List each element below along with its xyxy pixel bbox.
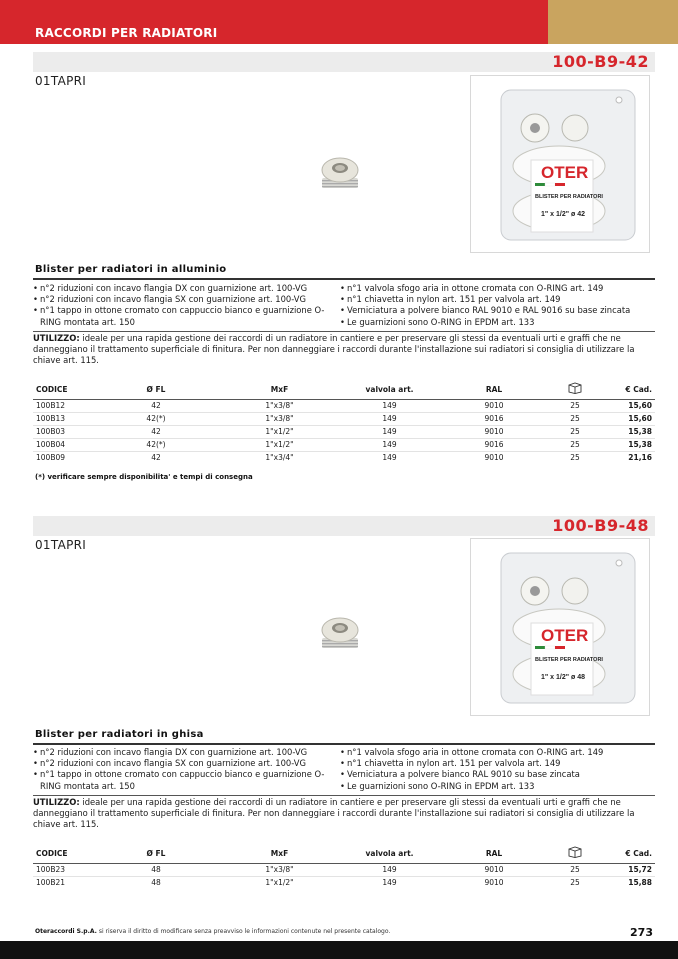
feature-list [33, 283, 655, 331]
table-row [33, 412, 655, 425]
cell-price: 15,60 [605, 412, 655, 425]
usage-label: UTILIZZO: [33, 797, 80, 807]
cell-codice: 100B04 [33, 438, 89, 451]
feature-item: • n°2 riduzioni con incavo flangia DX con guarnizione art. 100-VG [33, 747, 333, 758]
col-codice: CODICE [33, 844, 89, 863]
cell-price: 15,72 [605, 863, 655, 876]
usage-note [33, 797, 655, 830]
product-code-strip [33, 516, 655, 536]
footer-disclaimer-text: si riserva il diritto di modificare senza preavviso le informazioni contenute nel presente catalogo. [98, 928, 391, 935]
cell-valvola: 149 [336, 425, 443, 438]
cell-valvola: 149 [382, 878, 397, 888]
blister-product-text: BLISTER PER RADIATORI [535, 657, 603, 663]
box-icon [545, 380, 605, 399]
cell-mxf: 1"x3/8" [223, 863, 336, 876]
feature-item: • n°1 tappo in ottone cromato con cappuccio bianco e guarnizione O-RING montata art. 150 [33, 305, 333, 327]
blister-product-text: BLISTER PER RADIATORI [535, 194, 603, 200]
product-title-text: Blister per radiatori in ghisa [35, 729, 204, 740]
table-row [33, 451, 655, 464]
blister-photo [470, 75, 650, 253]
cell-fl: 42 [89, 425, 223, 438]
header-title: RACCORDI PER RADIATORI [35, 26, 218, 40]
cell-price: 15,88 [628, 878, 652, 888]
cell-valvola: 149 [336, 399, 443, 412]
cell-price: 15,38 [605, 438, 655, 451]
table-row [33, 876, 655, 889]
product-subcode: 01TAPRI [35, 538, 87, 552]
fitting-photo [318, 614, 376, 652]
title-underline [33, 743, 655, 745]
feature-item: • n°1 chiavetta in nylon art. 151 per valvola art. 149 [340, 294, 655, 305]
cell-valvola: 149 [382, 453, 397, 463]
cell-pack: 25 [545, 863, 605, 876]
product-title [35, 729, 204, 740]
blister-size-text: 1" x 1/2" ø 48 [541, 674, 585, 681]
cell-valvola: 149 [336, 412, 443, 425]
cell-codice: 100B23 [33, 863, 89, 876]
usage-label: UTILIZZO: [33, 333, 80, 343]
col-valvola: valvola art. [336, 844, 443, 863]
cell-codice: 100B03 [33, 425, 89, 438]
col-price: € Cad. [605, 380, 655, 399]
footer-disclaimer [35, 928, 390, 935]
cell-ral: 9010 [443, 399, 545, 412]
cell-pack: 25 [570, 453, 580, 463]
cell-ral: 9016 [443, 438, 545, 451]
table-row [33, 425, 655, 438]
col-codice: CODICE [33, 380, 89, 399]
cell-pack: 25 [545, 399, 605, 412]
product-code: 100-B9-48 [552, 516, 649, 535]
product-title-text: Blister per radiatori in alluminio [35, 264, 227, 275]
table-header-row [33, 380, 655, 399]
feature-item: • Le guarnizioni sono O-RING in EPDM art. 133 [340, 781, 655, 792]
col-mxf: MxF [223, 844, 336, 863]
cell-valvola: 149 [336, 863, 443, 876]
cell-mxf: 1"x1/2" [265, 878, 294, 888]
cell-fl: 48 [89, 863, 223, 876]
cell-codice: 100B09 [36, 453, 66, 463]
cell-fl: 48 [151, 878, 161, 888]
cell-fl: 42 [89, 399, 223, 412]
title-underline [33, 278, 655, 280]
header-bar [0, 0, 678, 44]
blister-brand-text: OTER [541, 626, 589, 645]
spec-table [33, 844, 655, 889]
cell-mxf: 1"x1/2" [223, 438, 336, 451]
fitting-photo [318, 154, 376, 192]
usage-note [33, 333, 655, 366]
divider [33, 795, 655, 796]
cell-ral: 9010 [484, 453, 504, 463]
feature-item: • n°1 valvola sfogo aria in ottone cromata con O-RING art. 149 [340, 747, 655, 758]
feature-item: • Verniciatura a polvere bianco RAL 9010 su base zincata [340, 769, 655, 780]
cell-ral: 9010 [443, 425, 545, 438]
col-ral: RAL [443, 380, 545, 399]
usage-text: ideale per una rapida gestione dei raccordi di un radiatore in cantiere e per preservare gli stessi da eventuali urti e graffi che ne danneggiano il trattamento superficiale di finitura. Per non danneggiare i raccordi durante l'installazione sui radiatori si consiglia di utilizzare la chiave art. 115. [33, 333, 635, 365]
cell-fl: 42(*) [89, 412, 223, 425]
header-gold-block [548, 0, 678, 44]
col-price: € Cad. [605, 844, 655, 863]
blister-size-text: 1" x 1/2" ø 42 [541, 211, 585, 218]
col-valvola: valvola art. [336, 380, 443, 399]
table-header-row [33, 844, 655, 863]
product-title [35, 264, 226, 275]
cell-pack: 25 [545, 425, 605, 438]
cell-codice: 100B12 [33, 399, 89, 412]
usage-text: ideale per una rapida gestione dei raccordi di un radiatore in cantiere e per preservare gli stessi da eventuali urti e graffi che ne danneggiano il trattamento superficiale di finitura. Per non danneggiare i raccordi durante l'installazione sui radiatori si consiglia di utilizzare la chiave art. 115. [33, 797, 635, 829]
cell-price: 21,16 [628, 453, 652, 463]
availability-footnote: (*) verificare sempre disponibilita' e tempi di consegna [35, 473, 253, 481]
col-mxf: MxF [223, 380, 336, 399]
feature-item: • n°2 riduzioni con incavo flangia SX con guarnizione art. 100-VG [33, 758, 333, 769]
feature-item: • Verniciatura a polvere bianco RAL 9010 e RAL 9016 su base zincata [340, 305, 655, 316]
cell-mxf: 1"x3/4" [265, 453, 294, 463]
footer-company: Oteraccordi S.p.A. [35, 928, 97, 935]
spec-table [33, 380, 655, 464]
feature-list [33, 747, 655, 795]
cell-fl: 42 [151, 453, 161, 463]
table-row [33, 438, 655, 451]
cell-mxf: 1"x3/8" [223, 412, 336, 425]
cell-pack: 25 [545, 412, 605, 425]
page-number: 273 [630, 926, 653, 939]
table-row [33, 863, 655, 876]
cell-valvola: 149 [336, 438, 443, 451]
feature-item: • n°1 tappo in ottone cromato con cappuccio bianco e guarnizione O-RING montata art. 150 [33, 769, 333, 791]
blister-brand-text: OTER [541, 163, 589, 182]
divider [33, 331, 655, 332]
product-code: 100-B9-42 [552, 52, 649, 71]
table-row [33, 399, 655, 412]
cell-ral: 9016 [443, 412, 545, 425]
cell-ral: 9010 [443, 863, 545, 876]
cell-pack: 25 [570, 878, 580, 888]
footer-bar [0, 941, 678, 959]
cell-codice: 100B13 [33, 412, 89, 425]
feature-item: • n°1 chiavetta in nylon art. 151 per valvola art. 149 [340, 758, 655, 769]
box-icon [545, 844, 605, 863]
cell-price: 15,38 [605, 425, 655, 438]
product-subcode: 01TAPRI [35, 74, 87, 88]
cell-price: 15,60 [605, 399, 655, 412]
col-ral: RAL [443, 844, 545, 863]
cell-mxf: 1"x1/2" [223, 425, 336, 438]
feature-item: • Le guarnizioni sono O-RING in EPDM art. 133 [340, 317, 655, 328]
cell-codice: 100B21 [36, 878, 66, 888]
product-code-strip [33, 52, 655, 72]
col-fl: Ø FL [89, 844, 223, 863]
feature-item: • n°2 riduzioni con incavo flangia DX con guarnizione art. 100-VG [33, 283, 333, 294]
cell-pack: 25 [545, 438, 605, 451]
cell-mxf: 1"x3/8" [223, 399, 336, 412]
feature-item: • n°2 riduzioni con incavo flangia SX con guarnizione art. 100-VG [33, 294, 333, 305]
blister-photo [470, 538, 650, 716]
feature-item: • n°1 valvola sfogo aria in ottone cromata con O-RING art. 149 [340, 283, 655, 294]
cell-ral: 9010 [484, 878, 504, 888]
col-fl: Ø FL [89, 380, 223, 399]
cell-fl: 42(*) [89, 438, 223, 451]
